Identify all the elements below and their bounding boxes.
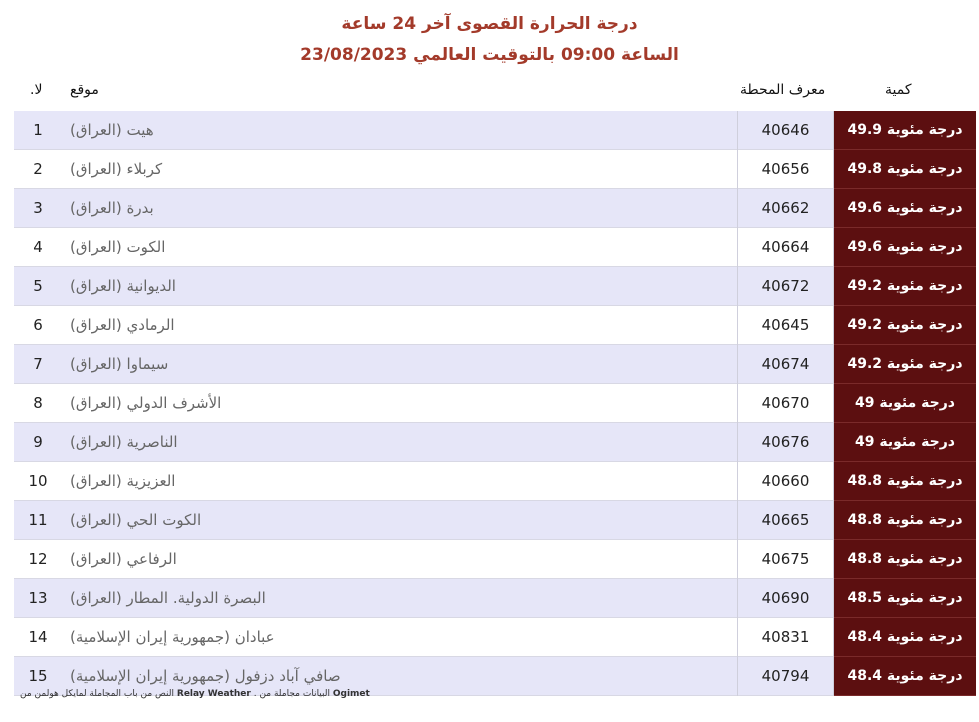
table-row	[14, 423, 976, 462]
row-station-id: 40676	[738, 423, 834, 462]
row-station-id: 40794	[738, 657, 834, 696]
page-title: درجة الحرارة القصوى آخر 24 ساعة	[341, 14, 638, 34]
row-temperature: درجة مئوية 48.8	[834, 462, 977, 501]
row-number: 9	[14, 423, 62, 462]
row-station-id: 40674	[738, 345, 834, 384]
footer-text-1: النص من باب المجاملة لمايكل هولمن من	[20, 689, 175, 699]
row-station-id: 40665	[738, 501, 834, 540]
row-station-id: 40670	[738, 384, 834, 423]
row-location: سيماوا (العراق)	[62, 345, 738, 384]
row-number: 6	[14, 306, 62, 345]
footer-brand-ogimet: Ogimet	[332, 689, 370, 699]
header-number: .لا	[30, 82, 43, 98]
table-row	[14, 306, 976, 345]
header-location: موقع	[70, 82, 99, 98]
table-row	[14, 189, 976, 228]
row-location: كربلاء (العراق)	[62, 150, 738, 189]
row-number: 5	[14, 267, 62, 306]
row-temperature: درجة مئوية 48.8	[834, 540, 977, 579]
row-location: عبادان (جمهورية إيران الإسلامية)	[62, 618, 738, 657]
row-location: هيت (العراق)	[62, 111, 738, 150]
row-temperature: درجة مئوية 48.4	[834, 618, 977, 657]
row-temperature: درجة مئوية 48.8	[834, 501, 977, 540]
row-station-id: 40646	[738, 111, 834, 150]
row-location: العزيزية (العراق)	[62, 462, 738, 501]
table-row	[14, 267, 976, 306]
row-number: 15	[14, 657, 62, 696]
row-location: بدرة (العراق)	[62, 189, 738, 228]
row-location: الرفاعي (العراق)	[62, 540, 738, 579]
row-location: الأشرف الدولي (العراق)	[62, 384, 738, 423]
row-number: 10	[14, 462, 62, 501]
row-number: 4	[14, 228, 62, 267]
table-row	[14, 462, 976, 501]
row-station-id: 40645	[738, 306, 834, 345]
table-row	[14, 345, 976, 384]
row-temperature: درجة مئوية 49.6	[834, 228, 977, 267]
row-number: 14	[14, 618, 62, 657]
row-location: الناصرية (العراق)	[62, 423, 738, 462]
row-number: 1	[14, 111, 62, 150]
row-station-id: 40690	[738, 579, 834, 618]
temperature-table	[14, 111, 976, 696]
row-temperature: درجة مئوية 49	[834, 384, 977, 423]
row-station-id: 40660	[738, 462, 834, 501]
row-location: الكوت (العراق)	[62, 228, 738, 267]
row-temperature: درجة مئوية 48.4	[834, 657, 977, 696]
row-number: 13	[14, 579, 62, 618]
row-number: 2	[14, 150, 62, 189]
row-number: 8	[14, 384, 62, 423]
page-subtitle: الساعة 09:00 بالتوقيت العالمي 23/08/2023	[300, 45, 679, 65]
row-station-id: 40672	[738, 267, 834, 306]
table-row	[14, 540, 976, 579]
row-temperature: درجة مئوية 49.8	[834, 150, 977, 189]
row-location: الديوانية (العراق)	[62, 267, 738, 306]
table-row	[14, 501, 976, 540]
row-number: 11	[14, 501, 62, 540]
footer-brand-relay: Relay Weather	[176, 689, 251, 699]
row-temperature: درجة مئوية 49.6	[834, 189, 977, 228]
table-row	[14, 384, 976, 423]
header-station-id: معرف المحطة	[740, 82, 826, 98]
row-number: 7	[14, 345, 62, 384]
row-location: البصرة الدولية. المطار (العراق)	[62, 579, 738, 618]
row-temperature: درجة مئوية 49.2	[834, 306, 977, 345]
table-row	[14, 111, 976, 150]
footer-text-2: . البيانات مجاملة من	[253, 689, 330, 699]
row-location: صافي آباد دزفول (جمهورية إيران الإسلامية)	[62, 657, 738, 696]
table-row	[14, 150, 976, 189]
row-station-id: 40662	[738, 189, 834, 228]
row-temperature: درجة مئوية 49	[834, 423, 977, 462]
row-location: الكوت الحي (العراق)	[62, 501, 738, 540]
table-row	[14, 618, 976, 657]
row-temperature: درجة مئوية 49.2	[834, 345, 977, 384]
table-row	[14, 228, 976, 267]
row-temperature: درجة مئوية 49.9	[834, 111, 977, 150]
row-station-id: 40675	[738, 540, 834, 579]
row-station-id: 40656	[738, 150, 834, 189]
footer-credit	[20, 689, 370, 699]
row-number: 12	[14, 540, 62, 579]
row-temperature: درجة مئوية 48.5	[834, 579, 977, 618]
row-location: الرمادي (العراق)	[62, 306, 738, 345]
table-row	[14, 579, 976, 618]
row-temperature: درجة مئوية 49.2	[834, 267, 977, 306]
row-station-id: 40831	[738, 618, 834, 657]
row-number: 3	[14, 189, 62, 228]
header-quantity: كمية	[885, 82, 912, 98]
row-station-id: 40664	[738, 228, 834, 267]
